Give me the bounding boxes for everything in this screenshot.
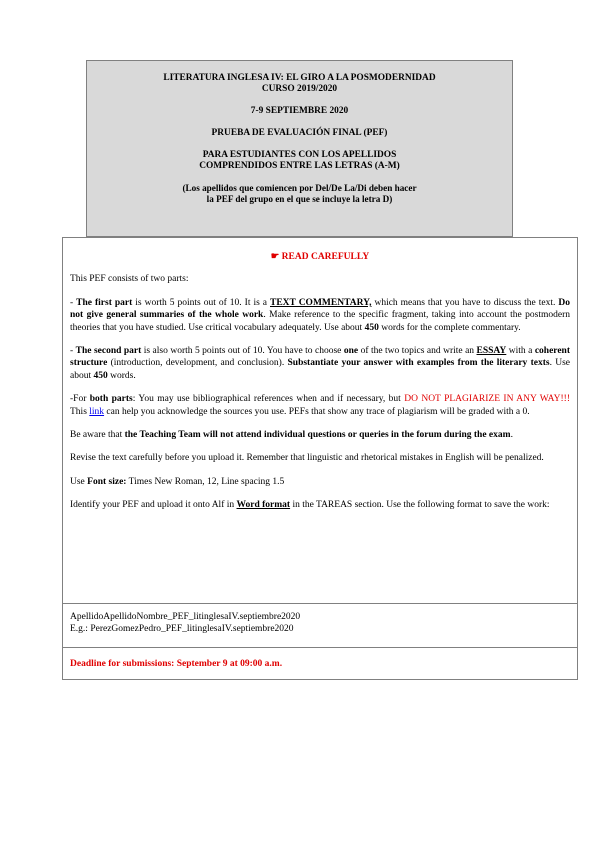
plagiarism-warning: DO NOT PLAGIARIZE IN ANY WAY!!! (404, 394, 570, 405)
part-one-paragraph: - The first part is worth 5 points out of 10. It is a TEXT COMMENTARY, which means that you have to discuss the text. Do not give general summaries of the whole work. Make reference to the specific fragment, taking into account the postmodern theories that you have studied. Use critical vocabulary adequately. Use about 450 words for the complete commentary. (70, 297, 571, 333)
identify-paragraph: Identify your PEF and upload it onto Alf in Word format in the TAREAS section. Use the following format to save the work: (70, 500, 550, 511)
surname-note-line1: (Los apellidos que comiencen por Del/De La/Di deben hacer (182, 183, 417, 193)
students-range-line1: PARA ESTUDIANTES CON LOS APELLIDOS (202, 150, 397, 160)
instructions-section (63, 238, 577, 603)
surname-note-line2: la PEF del grupo en el que se incluye la letra D) (206, 194, 393, 204)
course-title: LITERATURA INGLESA IV: EL GIRO A LA POSMODERNIDAD (163, 73, 436, 83)
font-size-paragraph: Use Font size: Times New Roman, 12, Line spacing 1.5 (70, 476, 285, 487)
filename-pattern: ApellidoApellidoNombre_PEF_litinglesaIV.septiembre2020 (70, 612, 301, 622)
exam-date: 7-9 SEPTIEMBRE 2020 (250, 106, 349, 116)
forum-notice-paragraph: Be aware that the Teaching Team will not attend individual questions or queries in the forum during the exam. (70, 430, 513, 441)
exam-title: PRUEBA DE EVALUACIÓN FINAL (PEF) (211, 128, 388, 138)
pointing-hand-icon: ☛ (270, 252, 280, 262)
course-year: CURSO 2019/2020 (261, 84, 338, 94)
filename-example: E.g.: PerezGomezPedro_PEF_litinglesaIV.septiembre2020 (70, 624, 294, 634)
instructions-box (62, 237, 578, 680)
students-range-line2: COMPRENDIDOS ENTRE LAS LETRAS (A-M) (199, 161, 400, 171)
both-parts-paragraph: -For both parts: You may use bibliographical references when and if necessary, but DO NOT PLAGIARIZE IN ANY WAY!!! This link can help you acknowledge the sources you use. PEFs that show any trace of plagiarism will be graded with a 0. (70, 394, 570, 417)
filename-format-section (63, 603, 577, 647)
revise-paragraph: Revise the text carefully before you upload it. Remember that linguistic and rhetorical mistakes in English will be penalized. (70, 453, 544, 464)
intro-paragraph: This PEF consists of two parts: (70, 274, 189, 285)
deadline-notice: Deadline for submissions: September 9 at 09:00 a.m. (63, 647, 577, 679)
citation-help-link[interactable]: link (89, 406, 105, 417)
read-carefully-label: READ CAREFULLY (281, 252, 370, 262)
exam-header (86, 60, 513, 237)
part-two-paragraph: - The second part is also worth 5 points out of 10. You have to choose one of the two topics and write an ESSAY with a coherent structure (introduction, development, and conclusion). Substantiate your answer with examples from the literary texts. Use about 450 words. (70, 346, 570, 381)
read-carefully-heading (70, 251, 570, 263)
